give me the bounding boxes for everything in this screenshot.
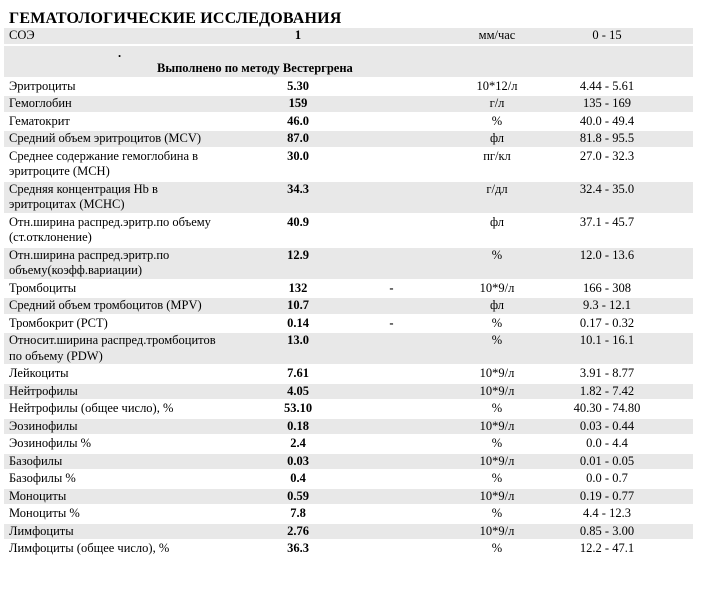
test-name-cell bbox=[4, 384, 252, 400]
result-value-cell: 30.0 bbox=[287, 148, 309, 163]
reference-range-cell: 4.44 - 5.61 bbox=[579, 78, 635, 93]
reference-range-cell: 40.0 - 49.4 bbox=[579, 113, 635, 128]
unit-cell: пг/кл bbox=[483, 148, 511, 163]
test-name-line2: по объему (PDW) bbox=[9, 348, 103, 363]
test-name: Лейкоциты bbox=[9, 366, 69, 380]
unit-cell: 10*9/л bbox=[479, 366, 515, 380]
test-name-cell bbox=[4, 96, 252, 112]
table-row bbox=[4, 28, 693, 46]
reference-range-cell: 3.91 - 8.77 bbox=[579, 366, 635, 380]
test-name-cell bbox=[4, 401, 252, 417]
test-name: Относит.ширина распред.тромбоцитов bbox=[9, 333, 216, 347]
reference-range-cell: 0.0 - 0.7 bbox=[586, 471, 628, 485]
reference-range-cell: 135 - 169 bbox=[583, 96, 631, 110]
test-name: Средняя концентрация Hb в bbox=[9, 181, 158, 196]
result-value-cell: 12.9 bbox=[287, 247, 309, 262]
table-row bbox=[4, 114, 693, 132]
reference-range-cell: 9.3 - 12.1 bbox=[583, 298, 631, 312]
result-value-cell: 5.30 bbox=[287, 78, 309, 93]
unit-cell: 10*9/л bbox=[479, 418, 515, 433]
test-name: Базофилы bbox=[9, 453, 63, 468]
test-name-cell bbox=[4, 489, 252, 505]
results-table bbox=[4, 28, 693, 559]
table-row bbox=[4, 384, 693, 402]
test-name-cell bbox=[4, 541, 252, 557]
test-name: Моноциты bbox=[9, 488, 67, 503]
result-value-cell: 46.0 bbox=[287, 113, 309, 128]
method-note-row bbox=[4, 46, 693, 79]
table-row bbox=[4, 79, 693, 97]
result-value-cell: 7.61 bbox=[287, 366, 309, 380]
unit-cell: фл bbox=[489, 131, 505, 145]
test-name-cell bbox=[4, 333, 252, 364]
test-name-cell bbox=[4, 524, 252, 540]
out-of-range-flag: - bbox=[389, 280, 394, 295]
unit-cell: % bbox=[491, 541, 503, 555]
unit-cell: фл bbox=[489, 214, 505, 229]
test-name: СОЭ bbox=[9, 28, 35, 42]
test-name: Лимфоциты bbox=[9, 523, 74, 538]
result-value-cell: 7.8 bbox=[290, 506, 306, 520]
result-value-cell: 0.4 bbox=[290, 471, 306, 485]
table-row bbox=[4, 506, 693, 524]
test-name: Отн.ширина распред.эритр.по объему bbox=[9, 214, 211, 229]
test-name: Средний объем эритроцитов (MCV) bbox=[9, 131, 202, 145]
reference-range-cell: 37.1 - 45.7 bbox=[579, 214, 635, 229]
unit-cell: % bbox=[491, 315, 503, 330]
test-name: Тромбоциты bbox=[9, 280, 77, 295]
test-name-cell bbox=[4, 454, 252, 470]
result-value-cell: 159 bbox=[288, 96, 308, 110]
test-name: Эритроциты bbox=[9, 78, 76, 93]
test-name-cell bbox=[4, 298, 252, 314]
reference-range-cell: 0 - 15 bbox=[592, 28, 622, 42]
test-name: Гемоглобин bbox=[9, 96, 72, 110]
table-row bbox=[4, 419, 693, 437]
result-value-cell: 13.0 bbox=[287, 333, 309, 347]
test-name-cell bbox=[4, 215, 252, 246]
test-name: Базофилы % bbox=[9, 471, 76, 485]
result-value-cell: 40.9 bbox=[287, 214, 309, 229]
test-name-cell bbox=[4, 28, 252, 44]
test-name-cell bbox=[4, 366, 252, 382]
test-name-cell bbox=[4, 248, 252, 279]
reference-range-cell: 32.4 - 35.0 bbox=[579, 181, 635, 196]
reference-range-cell: 4.4 - 12.3 bbox=[583, 506, 631, 520]
unit-cell: % bbox=[491, 436, 503, 450]
method-note-text: Выполнено по методу Вестергрена bbox=[157, 61, 353, 75]
table-row bbox=[4, 401, 693, 419]
test-name-cell bbox=[4, 506, 252, 522]
reference-range-cell: 0.19 - 0.77 bbox=[579, 488, 635, 503]
test-name-cell bbox=[4, 436, 252, 452]
table-row bbox=[4, 298, 693, 316]
unit-cell: 10*9/л bbox=[479, 488, 515, 503]
result-value-cell: 36.3 bbox=[287, 541, 309, 555]
table-row bbox=[4, 215, 693, 248]
result-value-cell: 132 bbox=[288, 280, 308, 295]
unit-cell: 10*9/л bbox=[479, 383, 515, 398]
table-row bbox=[4, 182, 693, 215]
reference-range-cell: 166 - 308 bbox=[583, 280, 631, 295]
table-row bbox=[4, 333, 693, 366]
result-value-cell: 2.76 bbox=[287, 523, 309, 538]
result-value-cell: 53.10 bbox=[283, 401, 313, 415]
unit-cell: г/л bbox=[489, 96, 505, 110]
section-title: ГЕМАТОЛОГИЧЕСКИЕ ИССЛЕДОВАНИЯ bbox=[9, 10, 342, 27]
table-row bbox=[4, 541, 693, 559]
test-name-cell bbox=[4, 114, 252, 130]
reference-range-cell: 0.17 - 0.32 bbox=[579, 315, 635, 330]
result-value-cell: 0.14 bbox=[287, 315, 309, 330]
unit-cell: % bbox=[491, 333, 503, 347]
test-name-line2: объему(коэфф.вариации) bbox=[9, 263, 143, 277]
unit-cell: мм/час bbox=[478, 28, 516, 42]
reference-range-cell: 0.03 - 0.44 bbox=[579, 418, 635, 433]
unit-cell: 10*9/л bbox=[479, 453, 515, 468]
test-name: Среднее содержание гемоглобина в bbox=[9, 148, 199, 163]
reference-range-cell: 40.30 - 74.80 bbox=[573, 401, 641, 415]
unit-cell: 10*9/л bbox=[479, 280, 515, 295]
result-value-cell: 0.18 bbox=[287, 418, 309, 433]
test-name: Средний объем тромбоцитов (MPV) bbox=[9, 298, 202, 312]
unit-cell: 10*9/л bbox=[479, 523, 515, 538]
table-row bbox=[4, 316, 693, 334]
table-row bbox=[4, 96, 693, 114]
test-name: Нейтрофилы bbox=[9, 383, 78, 398]
result-value-cell: 0.59 bbox=[287, 488, 309, 503]
unit-cell: % bbox=[491, 471, 503, 485]
method-note-dot: . bbox=[118, 45, 122, 60]
table-row bbox=[4, 524, 693, 542]
unit-cell: г/дл bbox=[486, 181, 508, 196]
table-row bbox=[4, 471, 693, 489]
test-name: Моноциты % bbox=[9, 506, 80, 520]
reference-range-cell: 12.2 - 47.1 bbox=[579, 541, 635, 555]
test-name-cell bbox=[4, 149, 252, 180]
out-of-range-flag: - bbox=[389, 315, 394, 330]
unit-cell: % bbox=[491, 247, 503, 262]
result-value-cell: 34.3 bbox=[287, 181, 309, 196]
test-name-line2: (ст.отклонение) bbox=[9, 230, 92, 244]
test-name-cell bbox=[4, 79, 252, 95]
test-name-cell bbox=[4, 419, 252, 435]
reference-range-cell: 0.01 - 0.05 bbox=[579, 453, 635, 468]
unit-cell: % bbox=[491, 401, 503, 415]
test-name: Лимфоциты (общее число), % bbox=[9, 541, 170, 555]
test-name: Гематокрит bbox=[9, 113, 70, 128]
table-row bbox=[4, 149, 693, 182]
test-name: Эозинофилы % bbox=[9, 436, 92, 450]
unit-cell: фл bbox=[489, 298, 505, 312]
test-name-cell bbox=[4, 182, 252, 213]
reference-range-cell: 0.0 - 4.4 bbox=[586, 436, 628, 450]
test-name-line2: эритроцитах (MCHC) bbox=[9, 197, 125, 211]
test-name-cell bbox=[4, 471, 252, 487]
result-value-cell: 4.05 bbox=[287, 383, 309, 398]
reference-range-cell: 12.0 - 13.6 bbox=[579, 247, 635, 262]
result-value-cell: 1 bbox=[294, 28, 302, 42]
reference-range-cell: 10.1 - 16.1 bbox=[579, 333, 635, 347]
reference-range-cell: 81.8 - 95.5 bbox=[579, 131, 635, 145]
test-name-cell bbox=[4, 281, 252, 297]
unit-cell: % bbox=[491, 113, 503, 128]
test-name: Нейтрофилы (общее число), % bbox=[9, 401, 174, 415]
reference-range-cell: 27.0 - 32.3 bbox=[579, 148, 635, 163]
test-name: Эозинофилы bbox=[9, 418, 78, 433]
table-row bbox=[4, 436, 693, 454]
table-row bbox=[4, 131, 693, 149]
table-row bbox=[4, 489, 693, 507]
reference-range-cell: 0.85 - 3.00 bbox=[579, 523, 635, 538]
test-name: Тромбокрит (PCT) bbox=[9, 315, 108, 330]
table-row bbox=[4, 454, 693, 472]
table-row bbox=[4, 248, 693, 281]
table-row bbox=[4, 281, 693, 299]
test-name-cell bbox=[4, 131, 252, 147]
test-name-cell bbox=[4, 316, 252, 332]
reference-range-cell: 1.82 - 7.42 bbox=[579, 383, 635, 398]
table-row bbox=[4, 366, 693, 384]
result-value-cell: 87.0 bbox=[287, 131, 309, 145]
unit-cell: % bbox=[491, 506, 503, 520]
test-name-line2: эритроците (MCH) bbox=[9, 164, 110, 178]
result-value-cell: 2.4 bbox=[290, 436, 306, 450]
test-name: Отн.ширина распред.эритр.по bbox=[9, 247, 170, 262]
result-value-cell: 10.7 bbox=[287, 298, 309, 312]
unit-cell: 10*12/л bbox=[476, 78, 518, 93]
result-value-cell: 0.03 bbox=[287, 453, 309, 468]
